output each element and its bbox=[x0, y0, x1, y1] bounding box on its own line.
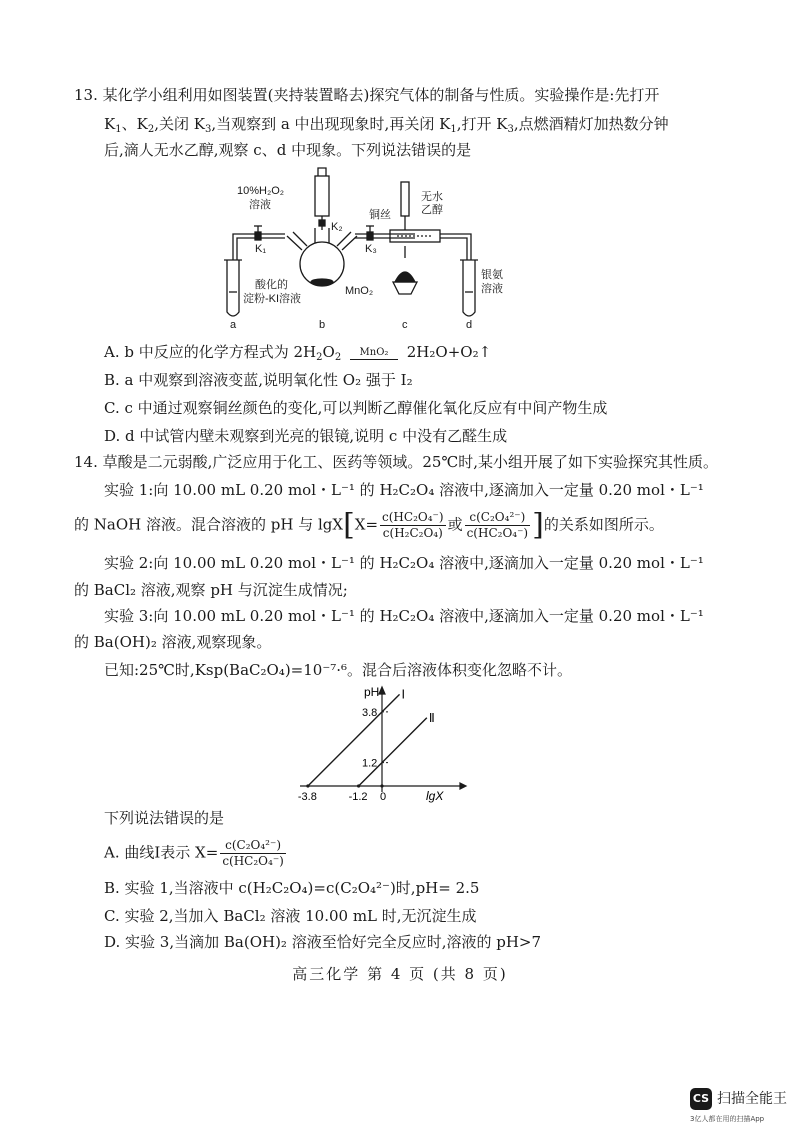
label-ethanol: 乙醇 bbox=[421, 204, 443, 216]
camscanner-logo: CS bbox=[690, 1088, 712, 1110]
q14-option-b: B. 实验 1,当溶液中 c(H₂C₂O₄)=c(C₂O₄²⁻)时,pH= 2.5 bbox=[104, 879, 480, 897]
q14-ask: 下列说法错误的是 bbox=[104, 809, 225, 827]
q14-exp1-line2: 的 NaOH 溶液。混合溶液的 pH 与 lgX[X= $\frac{\text{c(HC₂O₄⁻)}}{\text{c(H₂C₂O₄)}}$ 或 $\frac{\text{c(C₂O₄²⁻)}}{\text{c(HC₂O₄⁻)}}$ ]的关系如图所示。 bbox=[74, 507, 664, 543]
series-label-1: Ⅰ bbox=[401, 687, 406, 702]
camscanner-name: 扫描全能王 bbox=[717, 1091, 787, 1107]
camscanner-slogan: 3亿人都在用的扫描App bbox=[690, 1115, 765, 1123]
q14-option-d: D. 实验 3,当滴加 Ba(OH)₂ 溶液至恰好完全反应时,溶液的 pH>7 bbox=[104, 933, 542, 951]
label-mno2: MnO₂ bbox=[345, 285, 374, 297]
q14-known: 已知:25℃时,Ksp(BaC₂O₄)=10⁻⁷·⁶。混合后溶液体积变化忽略不计。 bbox=[104, 661, 573, 679]
x-tick-label: -3.8 bbox=[297, 791, 317, 803]
q14-exp2-line2: 的 BaCl₂ 溶液,观察 pH 与沉淀生成情况; bbox=[74, 581, 348, 599]
catalyst-label: MnO₂ bbox=[359, 346, 389, 358]
x-tick-dot bbox=[357, 784, 360, 787]
q13-apparatus-diagram bbox=[215, 162, 515, 332]
y-tick-label: 3.8 bbox=[362, 706, 378, 719]
q14-option-a: A. 曲线Ⅰ表示 X= $\frac{\text{c(C₂O₄²⁻)}}{\text{c(HC₂O₄⁻)}}$ bbox=[104, 838, 284, 868]
q13-stem-line2: $K_1$、$K_2$,关闭 $K_3$,当观察到 a 中出现现象时,再关闭 $K_1$,打开 $K_3$,点燃酒精灯加热数分钟 bbox=[104, 115, 669, 135]
q14-exp2-line1: 实验 2:向 10.00 mL 0.20 mol・L⁻¹ 的 H₂C₂O₄ 溶液中,逐滴加入一定量 0.20 mol・L⁻¹ bbox=[104, 554, 704, 572]
q14-ph-lgx-graph bbox=[290, 682, 470, 804]
label-b: b bbox=[319, 319, 326, 331]
label-c: c bbox=[402, 319, 408, 331]
q14-exp3-line1: 实验 3:向 10.00 mL 0.20 mol・L⁻¹ 的 H₂C₂O₄ 溶液中,逐滴加入一定量 0.20 mol・L⁻¹ bbox=[104, 607, 704, 625]
label-copper-wire: 铜丝 bbox=[369, 209, 391, 221]
q13-option-c: C. c 中通过观察铜丝颜色的变化,可以判断乙醇催化氧化反应有中间产物生成 bbox=[104, 399, 608, 417]
label-h2o2-solution: 溶液 bbox=[249, 199, 271, 211]
q13-option-d: D. d 中试管内壁未观察到光亮的银镜,说明 c 中没有乙醛生成 bbox=[104, 427, 508, 445]
q13-option-a: A. b 中反应的化学方程式为 $2H_2O_2$ MnO₂ 2H₂O+O₂↑ bbox=[104, 343, 492, 363]
x-tick-label: 0 bbox=[380, 791, 387, 803]
x-tick-dot bbox=[380, 784, 383, 787]
q13-stem-line3: 后,滴人无水乙醇,观察 c、d 中现象。下列说法错误的是 bbox=[104, 141, 472, 159]
q14-exp1-line1: 实验 1:向 10.00 mL 0.20 mol・L⁻¹ 的 H₂C₂O₄ 溶液中,逐滴加入一定量 0.20 mol・L⁻¹ bbox=[104, 481, 704, 499]
label-silver-ammonia: 银氨 bbox=[481, 269, 503, 281]
q13-stem-line1: 13. 某化学小组利用如图装置(夹持装置略去)探究气体的制备与性质。实验操作是:先打开 bbox=[74, 86, 660, 104]
label-k2: K₂ bbox=[331, 221, 343, 233]
page-footer: 高三化学 第 4 页 (共 8 页) bbox=[292, 965, 508, 983]
label-anhydrous: 无水 bbox=[421, 191, 443, 203]
series-line-2 bbox=[359, 718, 427, 786]
y-tick-label: 1.2 bbox=[362, 757, 378, 770]
q14-exp3-line2: 的 Ba(OH)₂ 溶液,观察现象。 bbox=[74, 633, 272, 651]
label-k3: K₃ bbox=[365, 243, 377, 255]
q14-option-c: C. 实验 2,当加入 BaCl₂ 溶液 10.00 mL 时,无沉淀生成 bbox=[104, 907, 477, 925]
label-d: d bbox=[466, 319, 473, 331]
series-line-1 bbox=[308, 694, 400, 786]
x-tick-dot bbox=[306, 784, 309, 787]
label-starch-ki: 淀粉-KI溶液 bbox=[243, 293, 302, 305]
label-k1: K₁ bbox=[255, 243, 267, 255]
q14-stem: 14. 草酸是二元弱酸,广泛应用于化工、医药等领域。25℃时,某小组开展了如下实验探究其性质。 bbox=[74, 453, 719, 471]
label-h2o2: 10%H₂O₂ bbox=[237, 185, 285, 197]
label-acidified: 酸化的 bbox=[255, 279, 288, 291]
q13-option-b: B. a 中观察到溶液变蓝,说明氧化性 O₂ 强于 I₂ bbox=[104, 371, 413, 389]
x-tick-label: -1.2 bbox=[348, 791, 368, 803]
series-label-2: Ⅱ bbox=[428, 710, 435, 725]
label-a: a bbox=[230, 319, 237, 331]
label-silver-solution: 溶液 bbox=[481, 283, 503, 295]
y-axis-label: pH bbox=[364, 685, 380, 699]
x-axis-label: lgX bbox=[426, 789, 444, 803]
